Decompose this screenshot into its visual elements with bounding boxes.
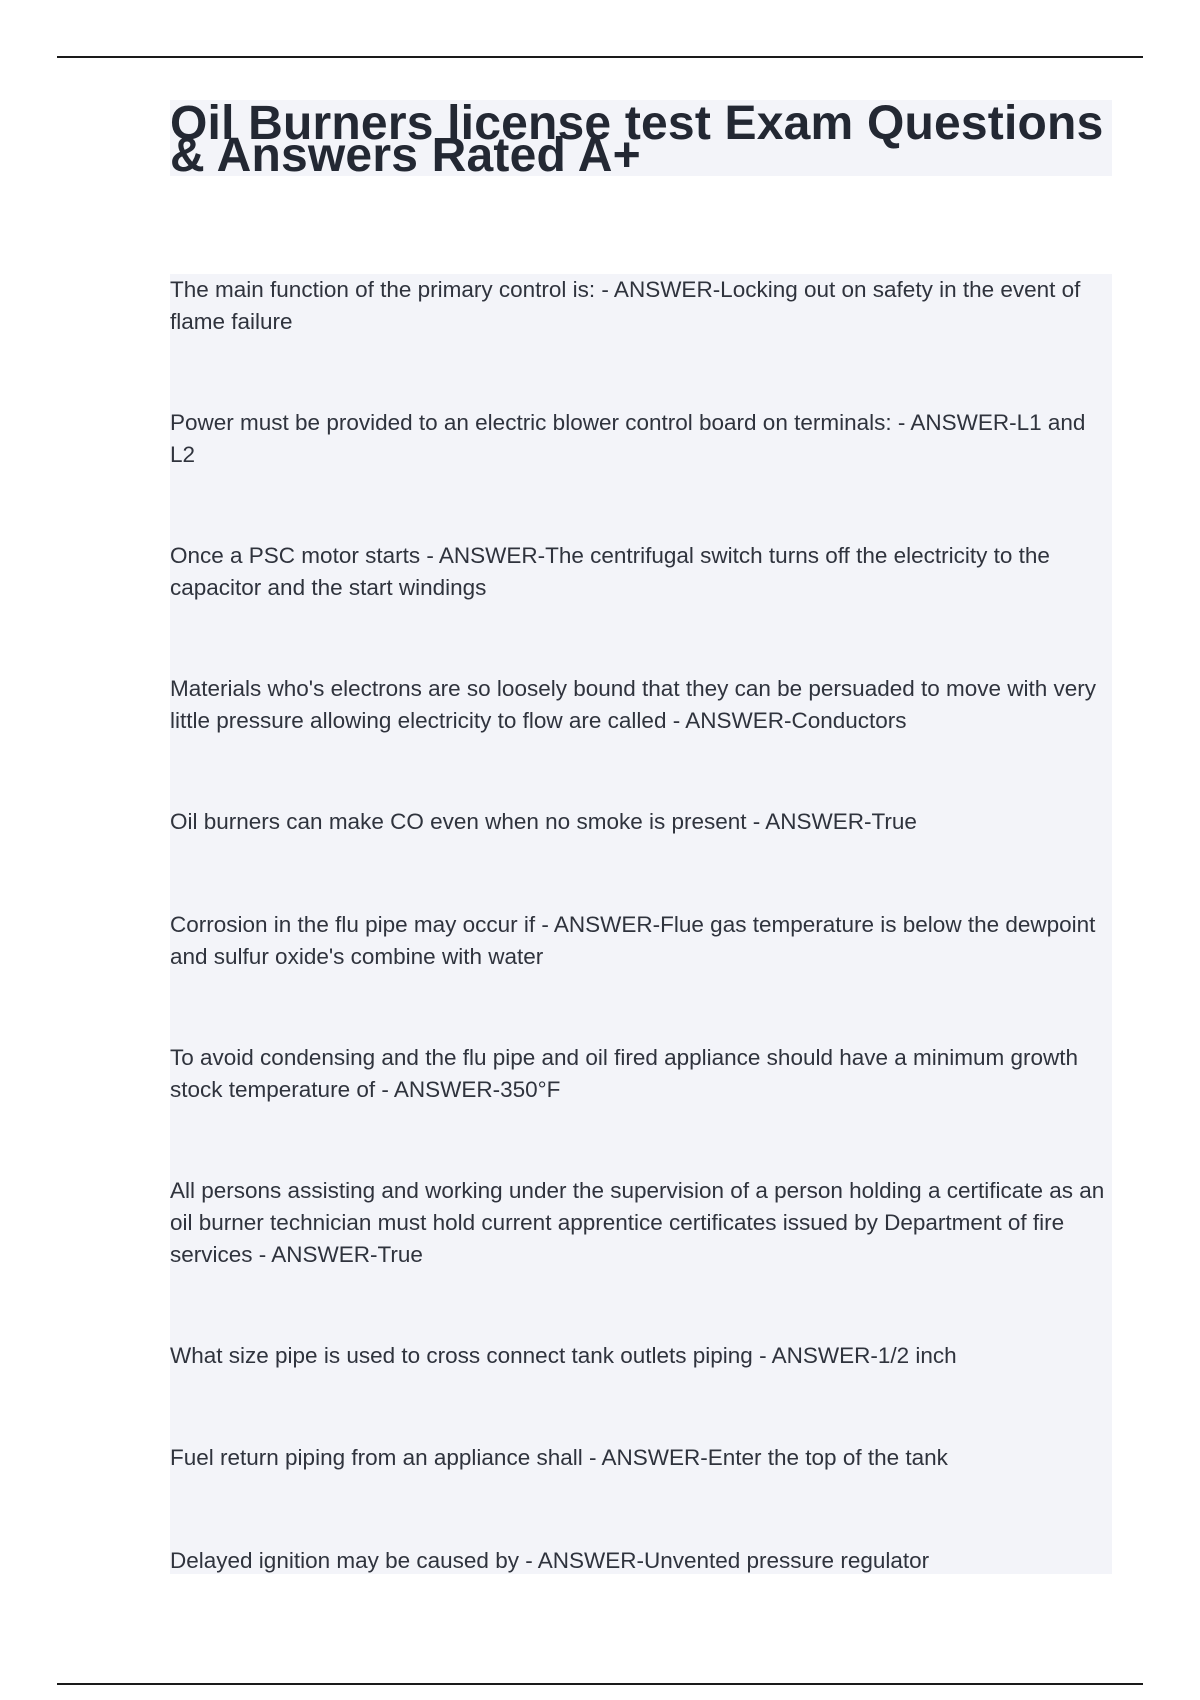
qa-item: Power must be provided to an electric blower control board on terminals: - ANSWER-L1 and L2: [170, 410, 1086, 467]
qa-item: All persons assisting and working under the supervision of a person holding a certificate as an oil burner technician must hold current apprentice certificates issued by Department of fire services - ANSWER-True: [170, 1178, 1105, 1267]
qa-item: Oil burners can make CO even when no smoke is present - ANSWER-True: [170, 809, 917, 834]
bottom-rule: [57, 1683, 1143, 1685]
qa-item: Materials who's electrons are so loosely bound that they can be persuaded to move with very little pressure allowing electricity to flow are called - ANSWER-Conductors: [170, 676, 1097, 733]
qa-item: What size pipe is used to cross connect tank outlets piping - ANSWER-1/2 inch: [170, 1343, 957, 1368]
page-title: Oil Burners license test Exam Questions & Answers Rated A+: [170, 97, 1104, 182]
qa-item: The main function of the primary control is: - ANSWER-Locking out on safety in the event of flame failure: [170, 277, 1081, 334]
qa-item: Fuel return piping from an appliance shall - ANSWER-Enter the top of the tank: [170, 1445, 948, 1470]
qa-item: Once a PSC motor starts - ANSWER-The centrifugal switch turns off the electricity to the capacitor and the start windings: [170, 543, 1050, 600]
qa-item: Delayed ignition may be caused by - ANSWER-Unvented pressure regulator: [170, 1548, 930, 1573]
title-block: [170, 97, 1112, 182]
qa-list: [170, 274, 1112, 1574]
qa-item: Corrosion in the flu pipe may occur if - ANSWER-Flue gas temperature is below the dewpoint and sulfur oxide's combine with water: [170, 912, 1096, 969]
qa-item: To avoid condensing and the flu pipe and oil fired appliance should have a minimum growth stock temperature of - ANSWER-350°F: [170, 1045, 1079, 1102]
top-rule: [57, 56, 1143, 58]
